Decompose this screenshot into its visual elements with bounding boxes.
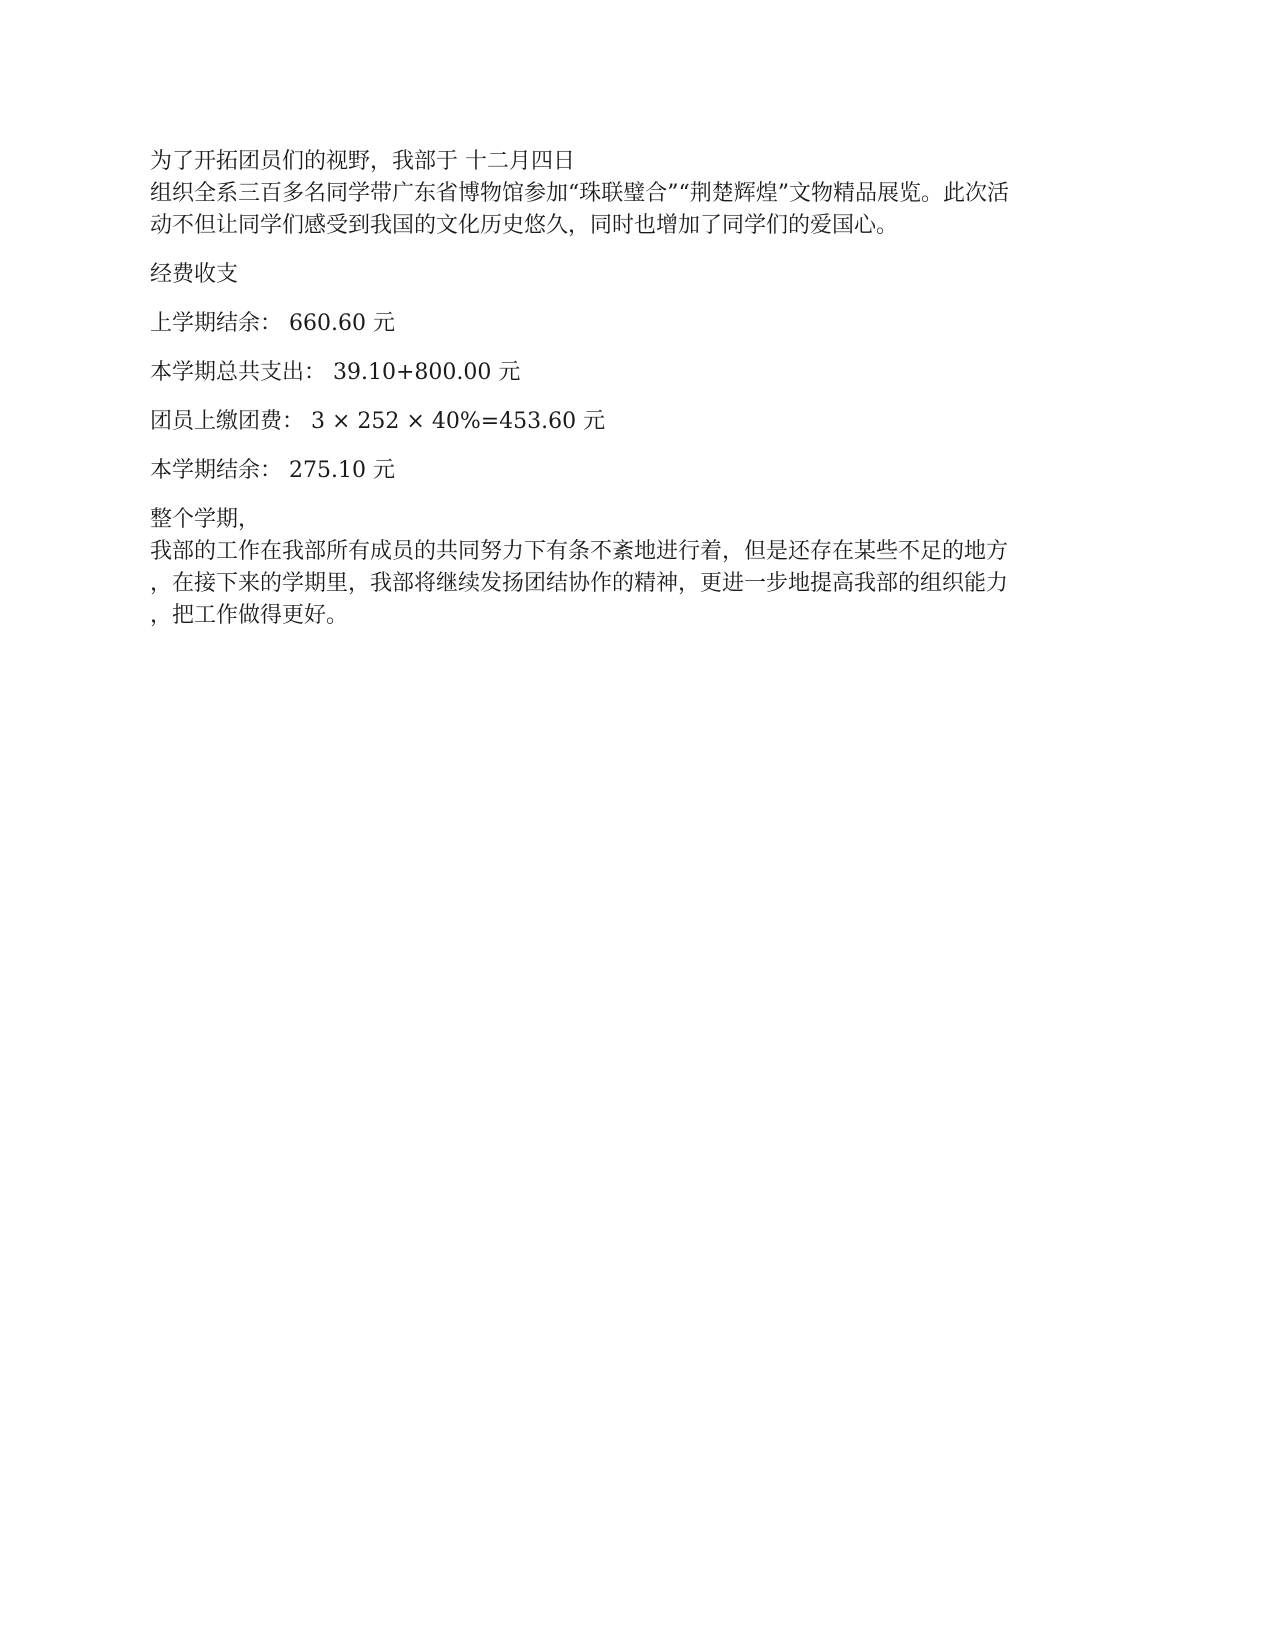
finance-previous-balance xyxy=(150,308,1125,340)
text-line: 经费收支 xyxy=(150,262,239,287)
text-line: 上学期结余： 660.60 元 xyxy=(150,311,395,336)
text-line: ，在接下来的学期里，我部将继续发扬团结协作的精神，更进一步地提高我部的组织能力 xyxy=(150,571,1009,596)
text-line: 团员上缴团费： 3 × 252 × 40%=453.60 元 xyxy=(150,409,606,434)
text-line: 本学期结余： 275.10 元 xyxy=(150,458,395,483)
text-line: ，把工作做得更好。 xyxy=(150,603,349,628)
text-line: 我部的工作在我部所有成员的共同努力下有条不紊地进行着，但是还存在某些不足的地方 xyxy=(150,539,1009,564)
text-line: 动不但让同学们感受到我国的文化历史悠久，同时也增加了同学们的爱国心。 xyxy=(150,213,899,238)
finance-total-expenditure xyxy=(150,357,1125,389)
finance-member-dues xyxy=(150,406,1125,438)
text-line: 组织全系三百多名同学带广东省博物馆参加“珠联璧合”“荆楚辉煌”文物精品展览。此次活 xyxy=(150,181,1009,206)
paragraph-summary xyxy=(150,504,1125,632)
paragraph-activity xyxy=(150,146,1125,242)
text-line: 为了开拓团员们的视野，我部于 十二月四日 xyxy=(150,149,575,174)
section-heading-finances xyxy=(150,259,1125,291)
finance-current-balance xyxy=(150,455,1125,487)
document-body xyxy=(150,146,1125,649)
text-line: 本学期总共支出： 39.10+800.00 元 xyxy=(150,360,521,385)
text-line: 整个学期， xyxy=(150,507,261,532)
